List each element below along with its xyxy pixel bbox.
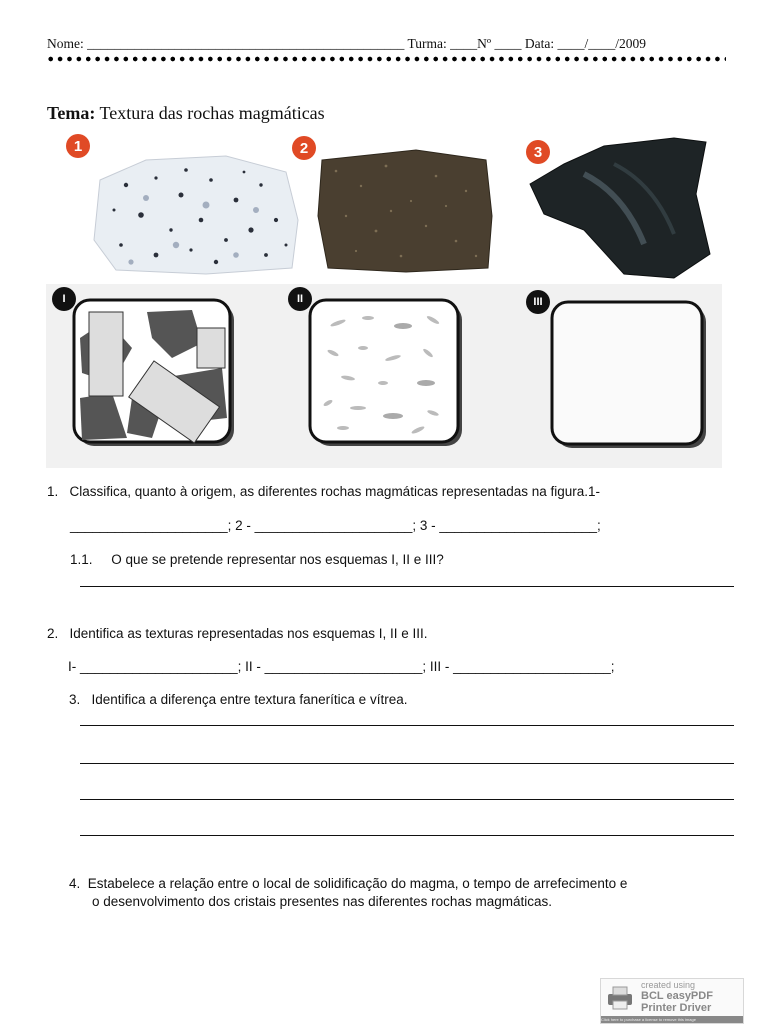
scheme-number-I: I — [62, 293, 66, 305]
rock-figure — [46, 128, 722, 288]
scheme-glassy-drawing — [550, 300, 710, 452]
question-2-number: 2. — [47, 626, 59, 641]
watermark-line-1: created using — [641, 980, 696, 990]
question-3 — [69, 692, 407, 707]
rock-number-2: 2 — [299, 139, 309, 157]
data-blank: ____/____/2009 — [557, 36, 646, 51]
num-blank: ____ — [494, 36, 522, 51]
answer-line-3d[interactable] — [80, 835, 734, 836]
question-3-number: 3. — [69, 692, 81, 707]
rock-number-1-badge — [66, 134, 90, 158]
question-1-text: Classifica, quanto à origem, as diferentes rochas magmáticas representadas na figura.1- — [69, 484, 601, 499]
question-4-line-2: o desenvolvimento dos cristais presentes nas diferentes rochas magmáticas. — [92, 894, 552, 909]
question-1-1-number: 1.1. — [70, 552, 93, 567]
question-1-number: 1. — [47, 484, 59, 499]
rock-number-3-badge — [526, 140, 550, 164]
scheme-aphanitic-drawing — [308, 298, 466, 450]
watermark-purchase-link[interactable]: Click here to purchase a license to remove this image — [601, 1016, 743, 1023]
rock-number-2-badge — [292, 136, 316, 160]
nome-blank: _______________________________________________ — [87, 36, 405, 51]
question-1 — [47, 484, 600, 499]
watermark-line-2: BCL easyPDF — [641, 990, 713, 1002]
question-2-answers[interactable]: I- _____________________; II - _____________________; III - _____________________; — [68, 659, 615, 674]
watermark-line-3: Printer Driver — [641, 1002, 712, 1014]
question-4-line-1: Estabelece a relação entre o local de solidificação do magma, o tempo de arrefecimento e — [87, 876, 628, 891]
bcl-easypdf-watermark[interactable] — [600, 978, 744, 1024]
tema-title: Textura das rochas magmáticas — [99, 103, 325, 123]
turma-blank: ____ — [450, 36, 478, 51]
question-4 — [69, 875, 627, 911]
question-2-text: Identifica as texturas representadas nos esquemas I, II e III. — [69, 626, 428, 641]
answer-line-3a[interactable] — [80, 725, 734, 726]
data-label: Data: — [524, 36, 555, 51]
answer-line-1-1[interactable] — [80, 586, 734, 587]
rock-obsidian-image — [524, 134, 714, 280]
printer-icon — [605, 985, 635, 1011]
scheme-number-III: III — [533, 296, 543, 308]
page-title — [47, 103, 325, 124]
answer-line-3c[interactable] — [80, 799, 734, 800]
num-label: Nº — [477, 36, 492, 51]
scheme-figure — [46, 284, 722, 468]
question-1-answers[interactable]: _____________________; 2 - _____________________; 3 - _____________________; — [70, 518, 601, 533]
header-line — [47, 36, 646, 52]
question-4-number: 4. — [69, 876, 81, 891]
rock-granite-image — [86, 150, 306, 278]
question-1-1-text: O que se pretende representar nos esquemas I, II e III? — [111, 552, 444, 567]
scheme-phaneritic-drawing — [72, 298, 238, 450]
question-1-1 — [70, 552, 444, 567]
rock-andesite-image — [316, 146, 496, 278]
scheme-number-III-badge — [526, 290, 550, 314]
answer-line-3b[interactable] — [80, 763, 734, 764]
turma-label: Turma: — [407, 36, 447, 51]
rock-number-3: 3 — [533, 143, 543, 161]
scheme-number-II: II — [296, 293, 304, 305]
question-3-text: Identifica a diferença entre textura fanerítica e vítrea. — [91, 692, 408, 707]
rock-number-1: 1 — [73, 137, 83, 155]
question-2 — [47, 626, 427, 641]
tema-label: Tema: — [47, 103, 96, 123]
nome-label: Nome: — [47, 36, 84, 51]
dotted-divider — [46, 56, 726, 62]
